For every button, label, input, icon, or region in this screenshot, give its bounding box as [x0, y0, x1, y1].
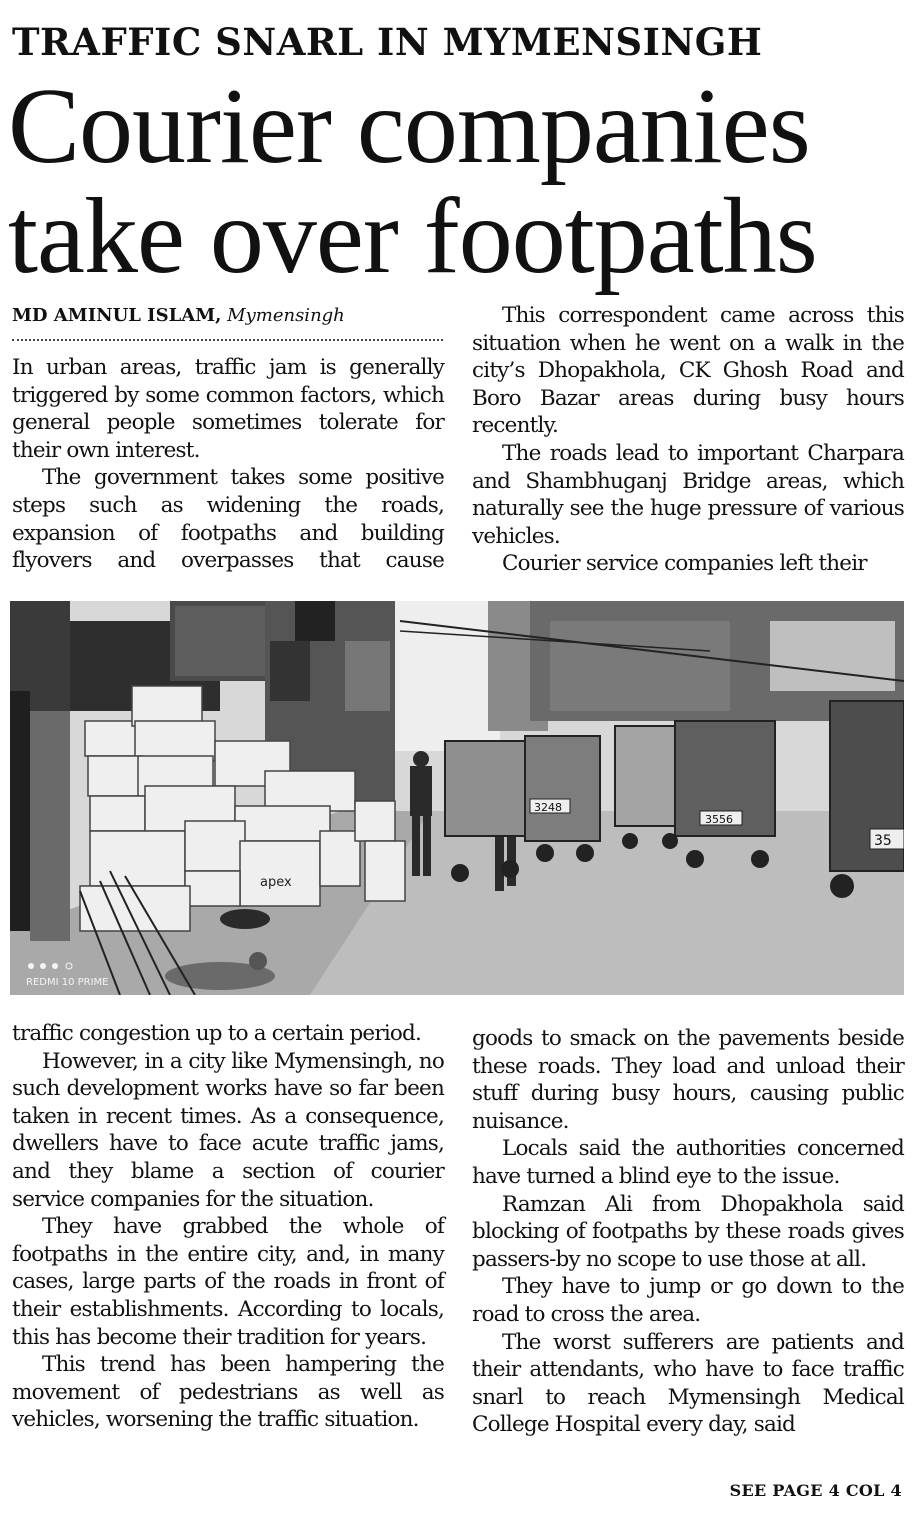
paragraph: This trend has been hampering the movement of pedestrians as well as vehicles, worsening the traffic situation.: [12, 1352, 444, 1433]
paragraph: Ramzan Ali from Dhopakhola said blocking of footpaths by these roads gives passers-by no scope to use those at all.: [472, 1191, 904, 1272]
news-photo: [10, 601, 904, 995]
paragraph: The government takes some positive steps such as widening the roads, expansion of footpaths and building flyovers and overpasses that cause: [12, 465, 444, 574]
column-top-right: [472, 302, 904, 578]
paragraph: traffic congestion up to a certain period.: [12, 1021, 422, 1046]
byline-author: MD AMINUL ISLAM,: [12, 305, 222, 326]
plate-1: 3248: [534, 801, 562, 814]
paragraph: Courier service companies left their: [502, 551, 867, 577]
paragraph: The worst sufferers are patients and their attendants, who have to face traffic snarl to reach Mymensingh Medical College Hospital every day, said: [472, 1329, 904, 1438]
column-bottom-left: [12, 1020, 444, 1434]
plate-2: 3556: [705, 813, 733, 826]
headline: [8, 67, 908, 296]
jump-line: SEE PAGE 4 COL 4: [729, 1481, 902, 1500]
paragraph: Locals said the authorities concerned have turned a blind eye to the issue.: [472, 1136, 904, 1189]
paragraph: However, in a city like Mymensingh, no such development works have so far been taken in recent times. As a consequence, dwellers have to face acute traffic jams, and they blame a section of courier service companies for the situation.: [12, 1048, 444, 1212]
plate-3: 35: [874, 833, 892, 849]
paragraph: They have to jump or go down to the road to cross the area.: [472, 1274, 904, 1327]
paragraph: In urban areas, traffic jam is generally triggered by some common factors, which general people sometimes tolerate for their own interest.: [12, 355, 444, 463]
kicker: TRAFFIC SNARL IN MYMENSINGH: [12, 20, 763, 64]
paragraph: goods to smack on the pavements beside these roads. They load and unload their stuff during busy hours, causing public nuisance.: [472, 1026, 904, 1134]
paragraph: This correspondent came across this situation when he went on a walk in the city’s Dhopakhola, CK Ghosh Road and Boro Bazar areas during busy hours recently.: [472, 303, 904, 439]
headline-line-1: Courier companies: [8, 67, 810, 186]
paragraph: The roads lead to important Charpara and Shambhuganj Bridge areas, which naturally see the huge pressure of various vehicles.: [472, 440, 904, 549]
byline-divider: [12, 339, 443, 341]
camera-watermark: REDMI 10 PRIME: [26, 977, 109, 988]
column-top-left: [12, 354, 444, 575]
headline-line-2: take over footpaths: [8, 177, 817, 296]
box-brand-label: apex: [260, 875, 292, 890]
byline-location: Mymensingh: [227, 305, 345, 326]
paragraph: They have grabbed the whole of footpaths in the entire city, and, in many cases, large parts of the roads in front of their establishments. According to locals, this has become their tradition for years.: [12, 1214, 444, 1350]
column-bottom-right: [472, 1025, 904, 1439]
street-photo-illustration: [10, 601, 904, 995]
byline: [12, 303, 444, 329]
